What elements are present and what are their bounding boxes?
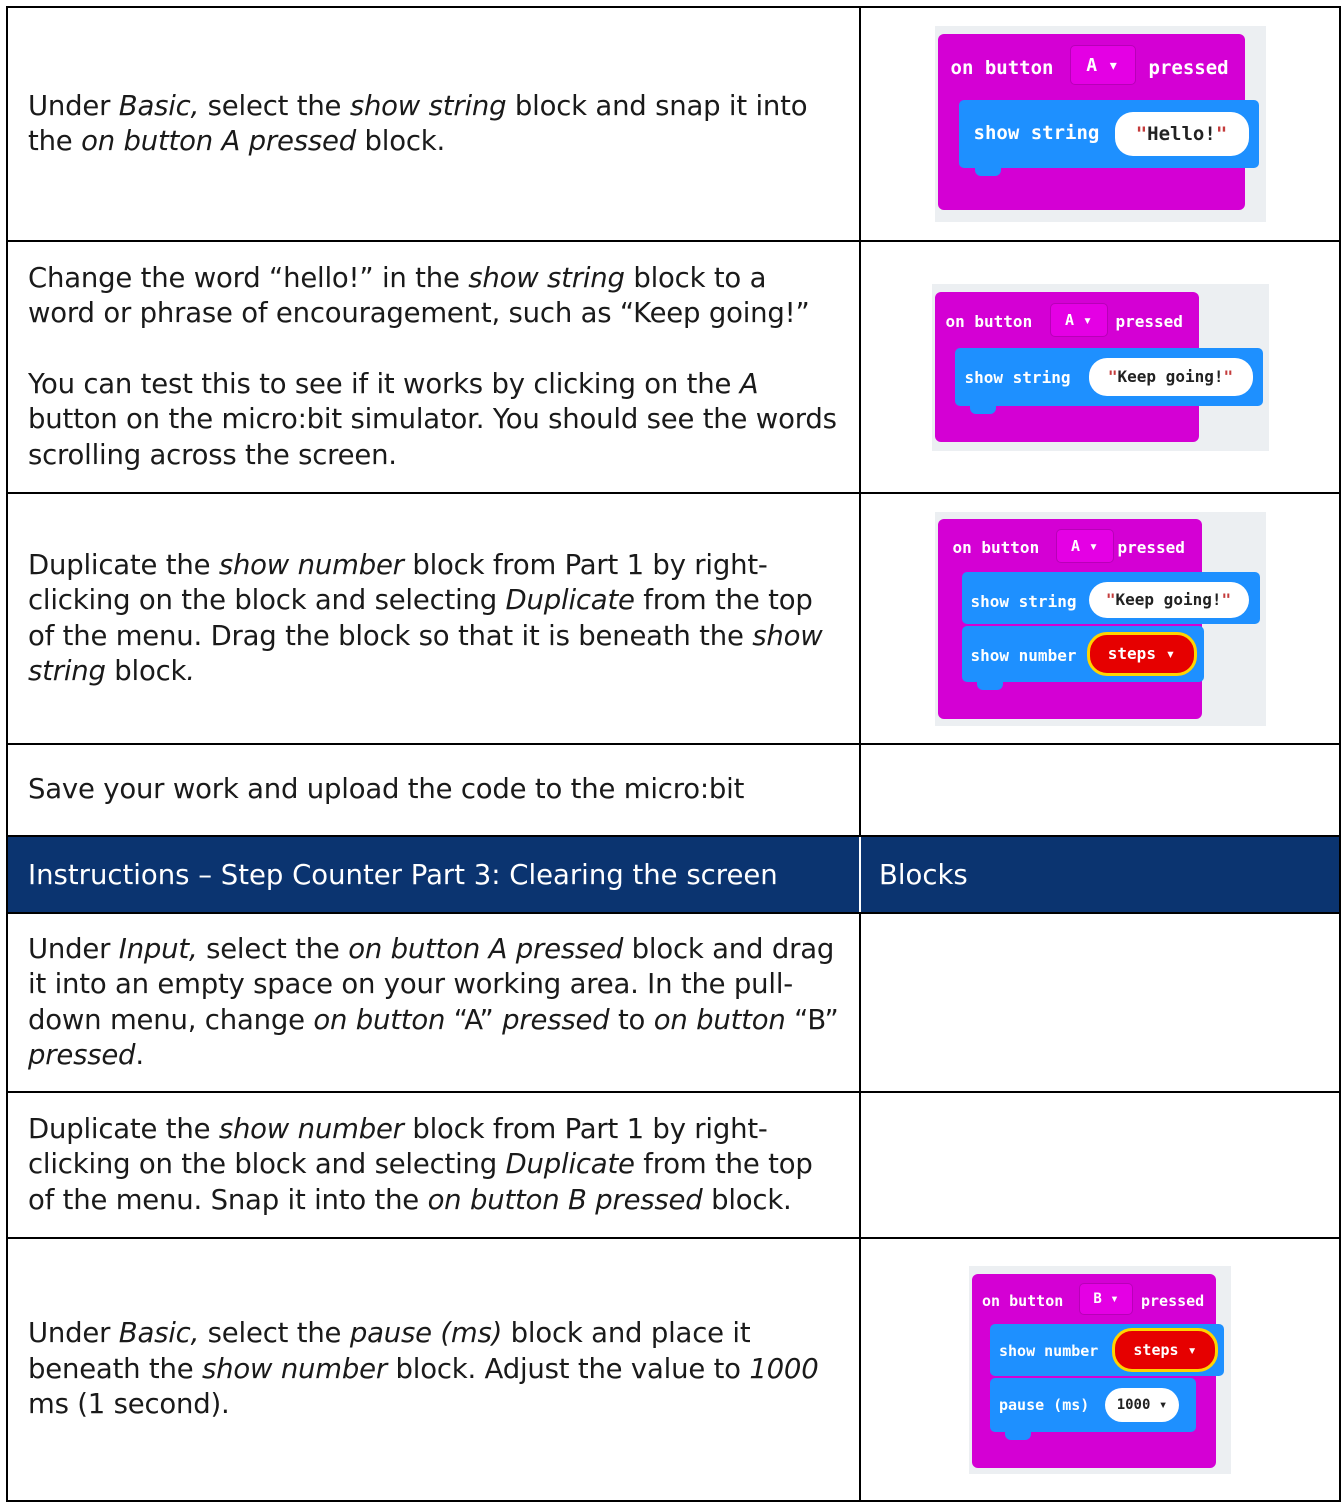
instruction-text: Under Input, select the on button A pressed block and drag it into an empty space on your working area. In the pull-down menu, change on button “A” pressed to on button “B” pressed.: [28, 932, 839, 1071]
block-cell: [861, 914, 1339, 1091]
table-row: [6, 492, 1341, 743]
instruction-cell: [8, 242, 861, 492]
block-image: [935, 512, 1266, 726]
pressed-label: pressed: [1141, 1291, 1205, 1310]
show-string-label: show string: [973, 122, 1100, 144]
instruction-text: Duplicate the show number block from Part 1 by right-clicking on the block and selecting Duplicate from the top of the menu. Drag the block so that it is beneath the show string block.: [28, 548, 823, 687]
button-dropdown: A ▾: [1050, 303, 1108, 337]
instruction-cell: [8, 494, 861, 743]
on-button-label: on button: [952, 537, 1040, 557]
on-button-label: on button: [982, 1291, 1064, 1310]
show-string-label: show string: [970, 591, 1077, 611]
header-instructions: Instructions – Step Counter Part 3: Clearing the screen: [8, 837, 861, 912]
block-cell: [861, 745, 1339, 835]
button-dropdown: A ▾: [1056, 529, 1114, 563]
instruction-cell: [8, 1093, 861, 1237]
string-value: " Keep going! ": [1089, 358, 1253, 396]
table-row: [6, 912, 1341, 1091]
instruction-text: Change the word “hello!” in the show string block to a word or phrase of encouragement, such as “Keep going!” You can test this to see if it works by clicking on the A button on the micro:bit simulator. You should see the words scrolling across the screen.: [28, 261, 837, 471]
string-value: " Hello! ": [1115, 112, 1249, 156]
on-button-label: on button: [950, 57, 1054, 79]
table-row: [6, 743, 1341, 835]
pressed-label: pressed: [1117, 537, 1185, 557]
instruction-cell: [8, 914, 861, 1091]
instruction-text: Under Basic, select the show string block and snap it into the on button A pressed block.: [28, 89, 808, 157]
instruction-text: Save your work and upload the code to the micro:bit: [28, 773, 745, 806]
table-row: [6, 6, 1341, 240]
on-button-label: on button: [945, 311, 1033, 331]
instruction-cell: [8, 745, 861, 835]
table-row: [6, 1237, 1341, 1502]
block-cell: [861, 1239, 1339, 1500]
pressed-label: pressed: [1148, 57, 1229, 79]
show-number-label: show number: [970, 645, 1077, 665]
block-cell: [861, 494, 1339, 743]
section-header: [6, 835, 1341, 912]
pressed-label: pressed: [1115, 311, 1183, 331]
instruction-text: Duplicate the show number block from Part 1 by right-clicking on the block and selecting Duplicate from the top of the menu. Snap it into the on button B pressed block.: [28, 1112, 813, 1216]
instruction-cell: [8, 1239, 861, 1500]
block-image: [935, 26, 1266, 222]
block-image: [969, 1266, 1231, 1474]
table-row: [6, 240, 1341, 492]
button-dropdown: B ▾: [1079, 1283, 1133, 1315]
instruction-text: Under Basic, select the pause (ms) block and place it beneath the show number block. Adjust the value to 1000 ms (1 second).: [28, 1317, 819, 1421]
block-image: [932, 284, 1269, 451]
string-value: " Keep going! ": [1089, 582, 1249, 618]
show-number-label: show number: [999, 1341, 1099, 1360]
button-dropdown: A ▾: [1070, 45, 1136, 85]
show-string-label: show string: [964, 367, 1071, 387]
block-cell: [861, 242, 1339, 492]
pause-value: 1000 ▾: [1105, 1388, 1179, 1422]
block-cell: [861, 1093, 1339, 1237]
instruction-cell: [8, 8, 861, 240]
header-blocks: Blocks: [879, 858, 968, 891]
steps-variable: steps ▾: [1087, 632, 1197, 676]
pause-label: pause (ms): [999, 1395, 1090, 1414]
table-row: [6, 1091, 1341, 1237]
block-cell: [861, 8, 1339, 240]
steps-variable: steps ▾: [1112, 1328, 1218, 1372]
